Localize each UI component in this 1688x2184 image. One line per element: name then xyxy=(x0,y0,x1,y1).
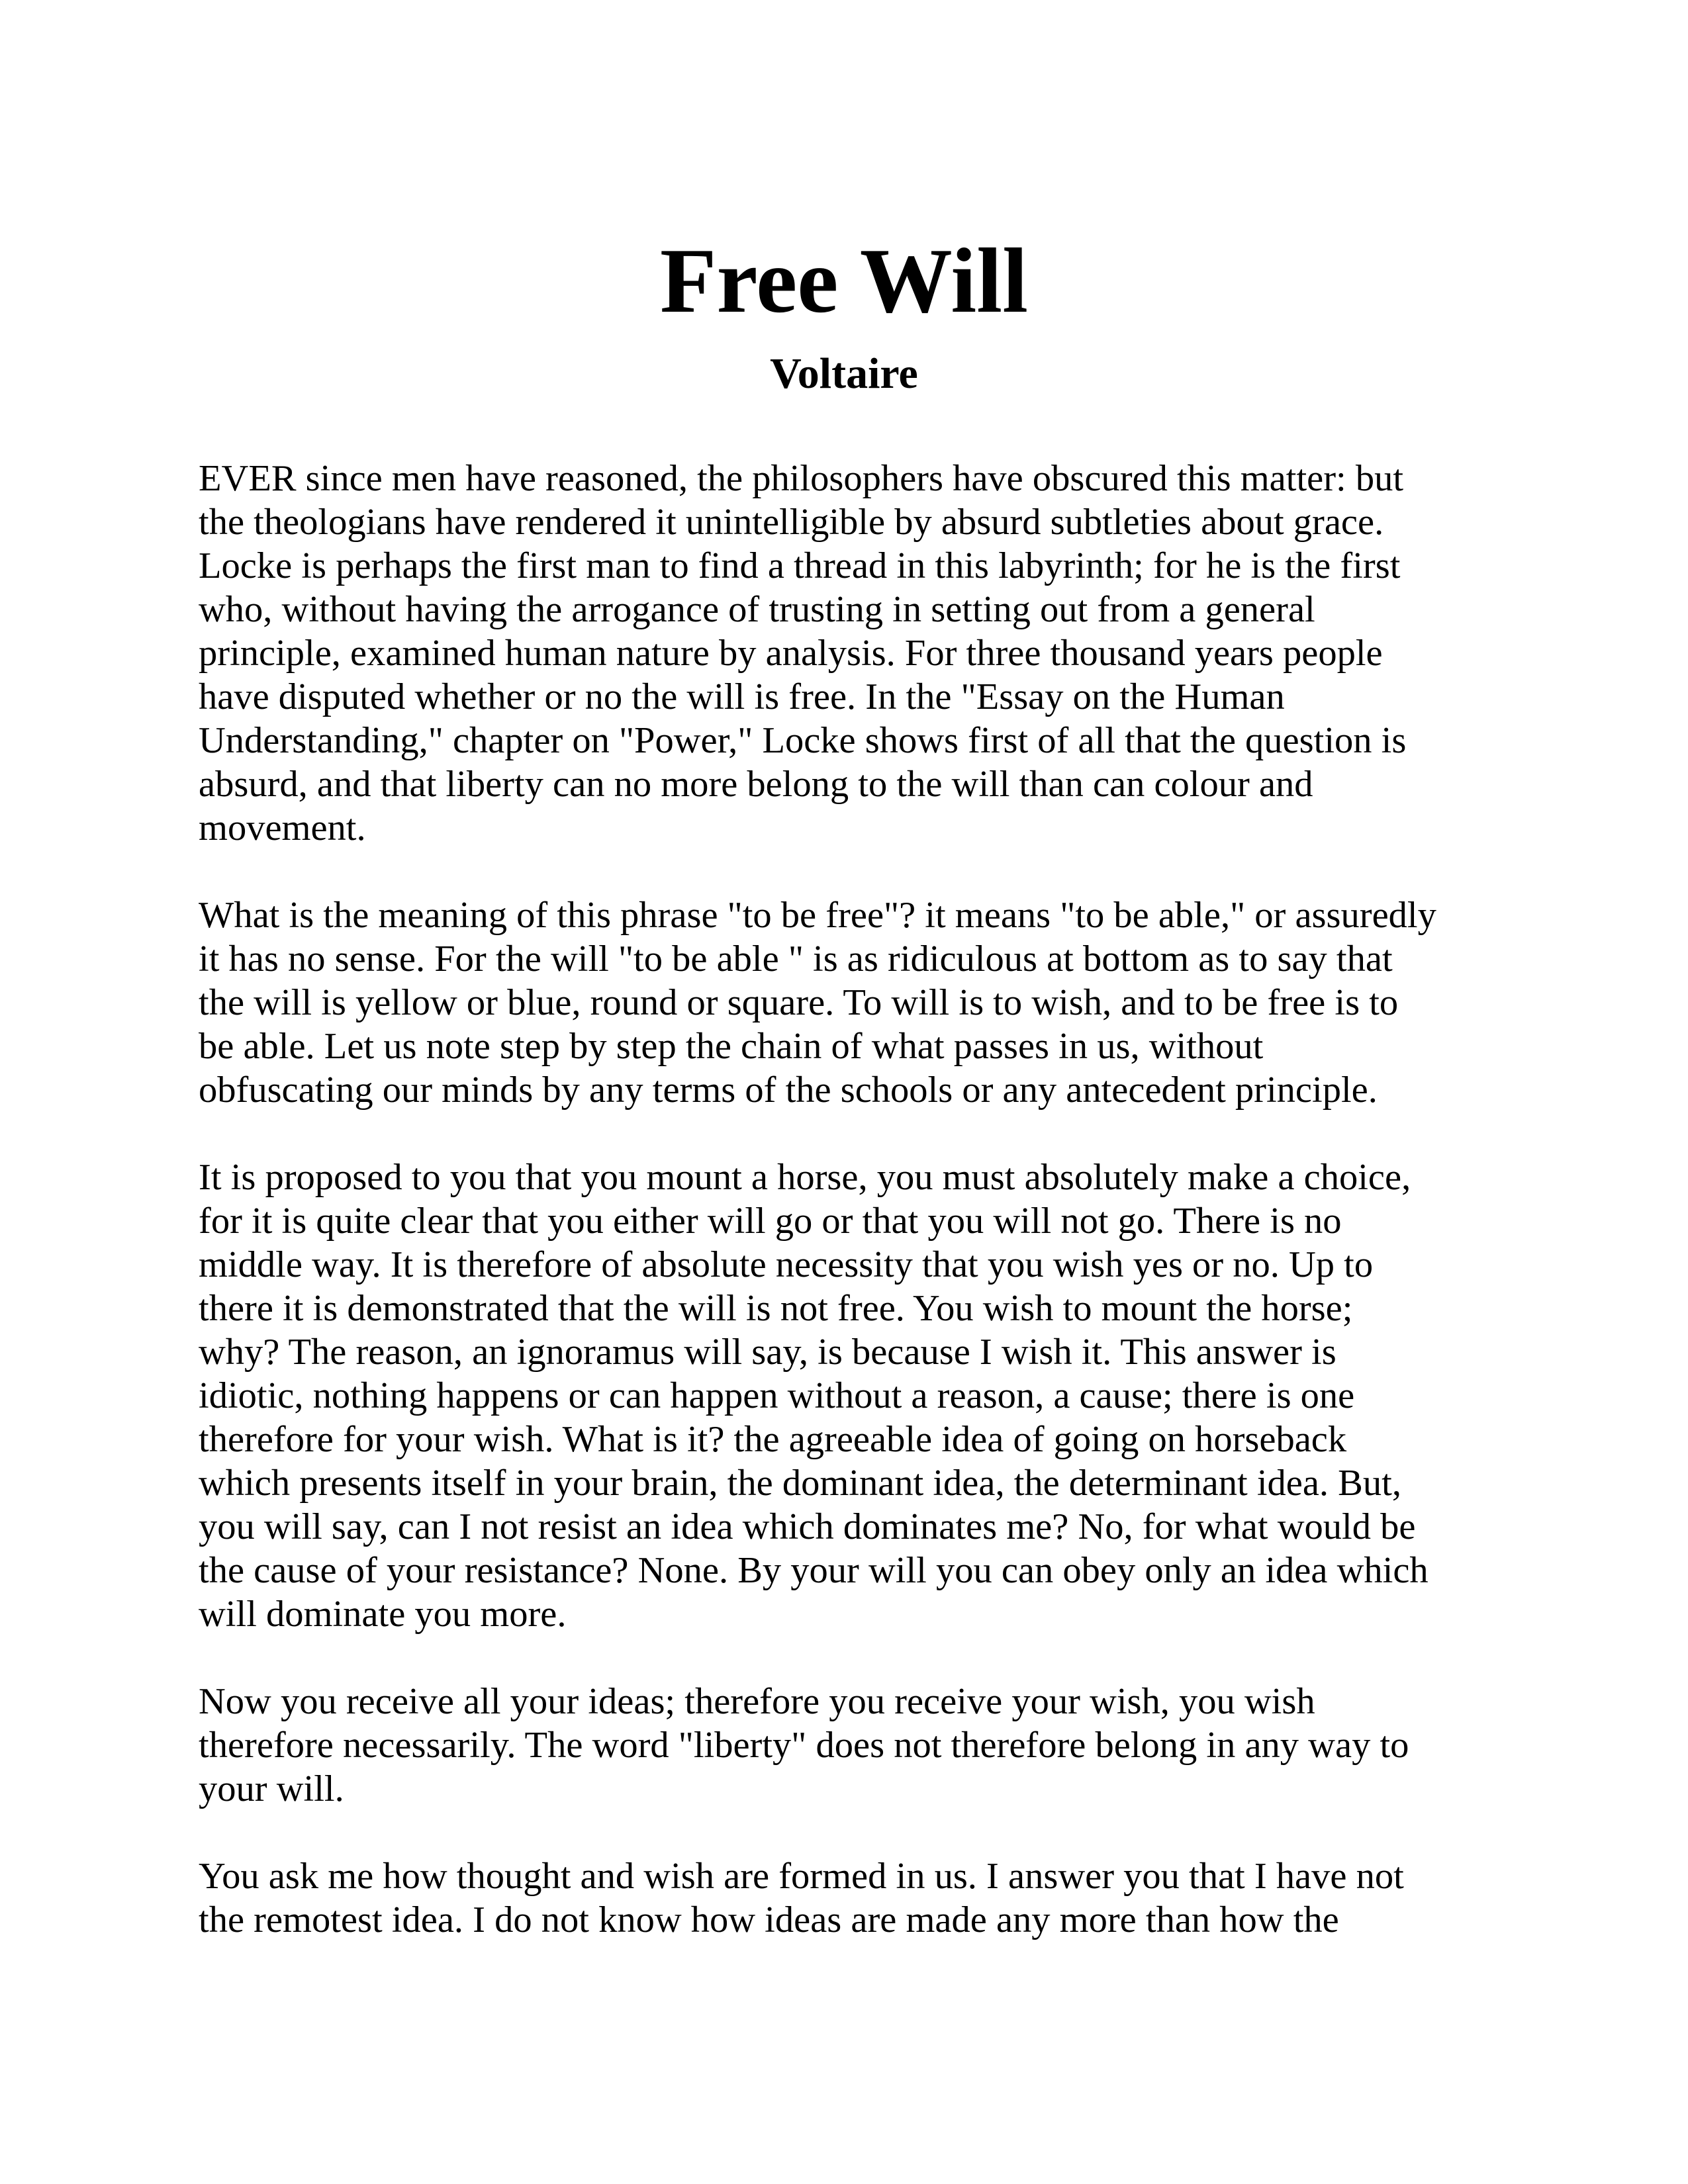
text-line: idiotic, nothing happens or can happen without a reason, a cause; there is one xyxy=(199,1375,1355,1416)
text-line: obfuscating our minds by any terms of the schools or any antecedent principle. xyxy=(199,1069,1378,1111)
text-line: will dominate you more. xyxy=(199,1594,567,1635)
text-line: absurd, and that liberty can no more belong to the will than can colour and xyxy=(199,764,1313,805)
text-line: EVER since men have reasoned, the philosophers have obscured this matter: but xyxy=(199,458,1404,499)
paragraph-2 xyxy=(199,893,1523,1112)
text-line: principle, examined human nature by analysis. For three thousand years people xyxy=(199,633,1383,674)
paragraph-1 xyxy=(199,457,1523,850)
text-line: for it is quite clear that you either will go or that you will not go. There is no xyxy=(199,1201,1342,1242)
text-line: Locke is perhaps the first man to find a thread in this labyrinth; for he is the first xyxy=(199,545,1401,586)
text-line: the will is yellow or blue, round or square. To will is to wish, and to be free is to xyxy=(199,982,1399,1023)
paragraph-4 xyxy=(199,1680,1523,1811)
text-line: middle way. It is therefore of absolute necessity that you wish yes or no. Up to xyxy=(199,1244,1374,1285)
text-line: What is the meaning of this phrase "to be free"? it means "to be able," or assuredly xyxy=(199,895,1436,936)
text-line: movement. xyxy=(199,807,366,848)
paragraph-5 xyxy=(199,1854,1523,1942)
document-author: Voltaire xyxy=(770,349,918,398)
text-line: Understanding," chapter on "Power," Locke shows first of all that the question is xyxy=(199,720,1407,761)
text-line: the remotest idea. I do not know how ideas are made any more than how the xyxy=(199,1899,1339,1940)
text-line: you will say, can I not resist an idea which dominates me? No, for what would be xyxy=(199,1506,1416,1547)
text-line: have disputed whether or no the will is free. In the "Essay on the Human xyxy=(199,676,1285,717)
text-line: the cause of your resistance? None. By your will you can obey only an idea which xyxy=(199,1550,1429,1591)
text-line: You ask me how thought and wish are formed in us. I answer you that I have not xyxy=(199,1856,1404,1897)
text-line: there it is demonstrated that the will is not free. You wish to mount the horse; xyxy=(199,1288,1353,1329)
text-line: therefore for your wish. What is it? the agreeable idea of going on horseback xyxy=(199,1419,1347,1460)
text-line: It is proposed to you that you mount a horse, you must absolutely make a choice, xyxy=(199,1157,1411,1198)
document-title: Free Will xyxy=(659,230,1029,332)
paragraph-3 xyxy=(199,1156,1523,1636)
text-line: who, without having the arrogance of trusting in setting out from a general xyxy=(199,589,1315,630)
text-line: your will. xyxy=(199,1768,344,1809)
text-line: the theologians have rendered it unintelligible by absurd subtleties about grace. xyxy=(199,502,1384,543)
text-line: therefore necessarily. The word "liberty" does not therefore belong in any way to xyxy=(199,1725,1409,1766)
text-line: it has no sense. For the will "to be able " is as ridiculous at bottom as to say that xyxy=(199,938,1393,979)
text-line: which presents itself in your brain, the dominant idea, the determinant idea. But, xyxy=(199,1463,1401,1504)
text-line: why? The reason, an ignoramus will say, is because I wish it. This answer is xyxy=(199,1332,1336,1373)
document-body xyxy=(199,457,1523,1985)
text-line: Now you receive all your ideas; therefore you receive your wish, you wish xyxy=(199,1681,1315,1722)
text-line: be able. Let us note step by step the chain of what passes in us, without xyxy=(199,1026,1264,1067)
